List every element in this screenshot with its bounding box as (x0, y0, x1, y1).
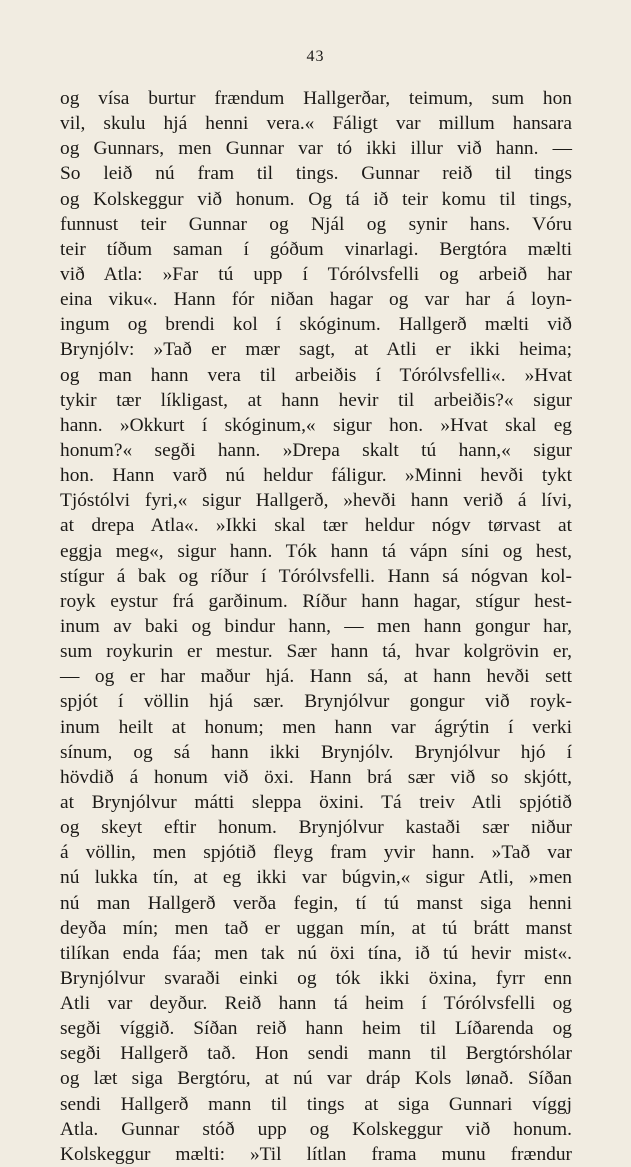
text-line: og skeyt eftir honum. Brynjólvur kastaði sær niður (60, 817, 572, 839)
text-line: inum heilt at honum; men hann var ágrýtin í verki (60, 716, 572, 738)
text-line: spjót í völlin hjá sær. Brynjólvur gongur við royk- (60, 691, 572, 713)
text-line: nú lukka tín, at eg ikki var búgvin,« sigur Atli, »men (60, 867, 572, 889)
text-line: inum av baki og bindur hann, — men hann gongur har, (60, 615, 572, 637)
text-line: hann. »Okkurt í skóginum,« sigur hon. »Hvat skal eg (60, 414, 572, 436)
text-line: at Brynjólvur mátti sleppa öxini. Tá treiv Atli spjótið (60, 791, 572, 813)
text-line: honum?« segði hann. »Drepa skalt tú hann,« sigur (60, 439, 572, 461)
text-line: royk eystur frá garðinum. Ríður hann hagar, stígur hest- (60, 590, 572, 612)
text-line: við Atla: »Far tú upp í Tórólvsfelli og arbeið har (60, 263, 572, 285)
text-line: nú man Hallgerð verða fegin, tí tú manst siga henni (60, 892, 572, 914)
text-line: og vísa burtur frændum Hallgerðar, teimum, sum hon (60, 88, 572, 109)
text-line: eina viku«. Hann fór niðan hagar og var har á loyn- (60, 289, 572, 311)
text-line: Atli var deyður. Reið hann tá heim í Tórólvsfelli og (60, 993, 572, 1015)
page-number: 43 (306, 48, 325, 65)
text-line: deyða mín; men tað er uggan mín, at tú brátt manst (60, 917, 572, 939)
text-line: teir tíðum saman í góðum vinarlagi. Bergtóra mælti (60, 238, 572, 260)
text-line: og Kolskeggur við honum. Og tá ið teir komu til tings, (60, 188, 572, 210)
text-line: funnust teir Gunnar og Njál og synir hans. Vóru (60, 213, 572, 235)
body-text (60, 86, 572, 1167)
text-line: segði víggið. Síðan reið hann heim til Líðarenda og (60, 1018, 572, 1040)
text-line: So leið nú fram til tings. Gunnar reið til tings (60, 163, 572, 185)
text-line: á völlin, men spjótið fleyg fram yvir hann. »Tað var (60, 842, 572, 864)
text-line: Brynjólvur svaraði einki og tók ikki öxina, fyrr enn (60, 967, 572, 989)
text-line: Kolskeggur mælti: »Til lítlan frama munu frændur (60, 1143, 572, 1165)
text-line: hövdið á honum við öxi. Hann brá sær við so skjótt, (60, 766, 572, 788)
text-line: tilíkan enda fáa; men tak nú öxi tína, ið tú hevir mist«. (60, 942, 572, 964)
text-line: Tjóstólvi fyri,« sigur Hallgerð, »hevði hann verið á lívi, (60, 490, 572, 512)
text-line: tykir tær líkligast, at hann hevir til arbeiðis?« sigur (60, 389, 572, 411)
text-line: og læt siga Bergtóru, at nú var dráp Kols lønað. Síðan (60, 1068, 572, 1090)
text-line: og man hann vera til arbeiðis í Tórólvsfelli«. »Hvat (60, 364, 572, 386)
text-line: — og er har maður hjá. Hann sá, at hann hevði sett (60, 666, 572, 688)
text-line: stígur á bak og ríður í Tórólvsfelli. Hann sá nógvan kol- (60, 565, 572, 587)
text-line: eggja meg«, sigur hann. Tók hann tá vápn síni og hest, (60, 540, 572, 562)
text-line: segði Hallgerð tað. Hon sendi mann til Bergtórshólar (60, 1043, 572, 1065)
text-line: vil, skulu hjá henni vera.« Fáligt var millum hansara (60, 113, 572, 135)
text-line: Brynjólv: »Tað er mær sagt, at Atli er ikki heima; (60, 339, 572, 361)
text-line: sum roykurin er mestur. Sær hann tá, hvar kolgrövin er, (60, 641, 572, 663)
text-line: sendi Hallgerð mann til tings at siga Gunnari víggj (60, 1093, 572, 1115)
text-line: og Gunnars, men Gunnar var tó ikki illur við hann. — (60, 138, 572, 160)
text-line: hon. Hann varð nú heldur fáligur. »Minni hevði tykt (60, 465, 572, 487)
text-line: sínum, og sá hann ikki Brynjólv. Brynjólvur hjó í (60, 741, 572, 763)
text-line: ingum og brendi kol í skóginum. Hallgerð mælti við (60, 314, 572, 336)
text-line: at drepa Atla«. »Ikki skal tær heldur nógv tørvast at (60, 515, 572, 537)
text-line: Atla. Gunnar stóð upp og Kolskeggur við honum. (60, 1118, 572, 1140)
